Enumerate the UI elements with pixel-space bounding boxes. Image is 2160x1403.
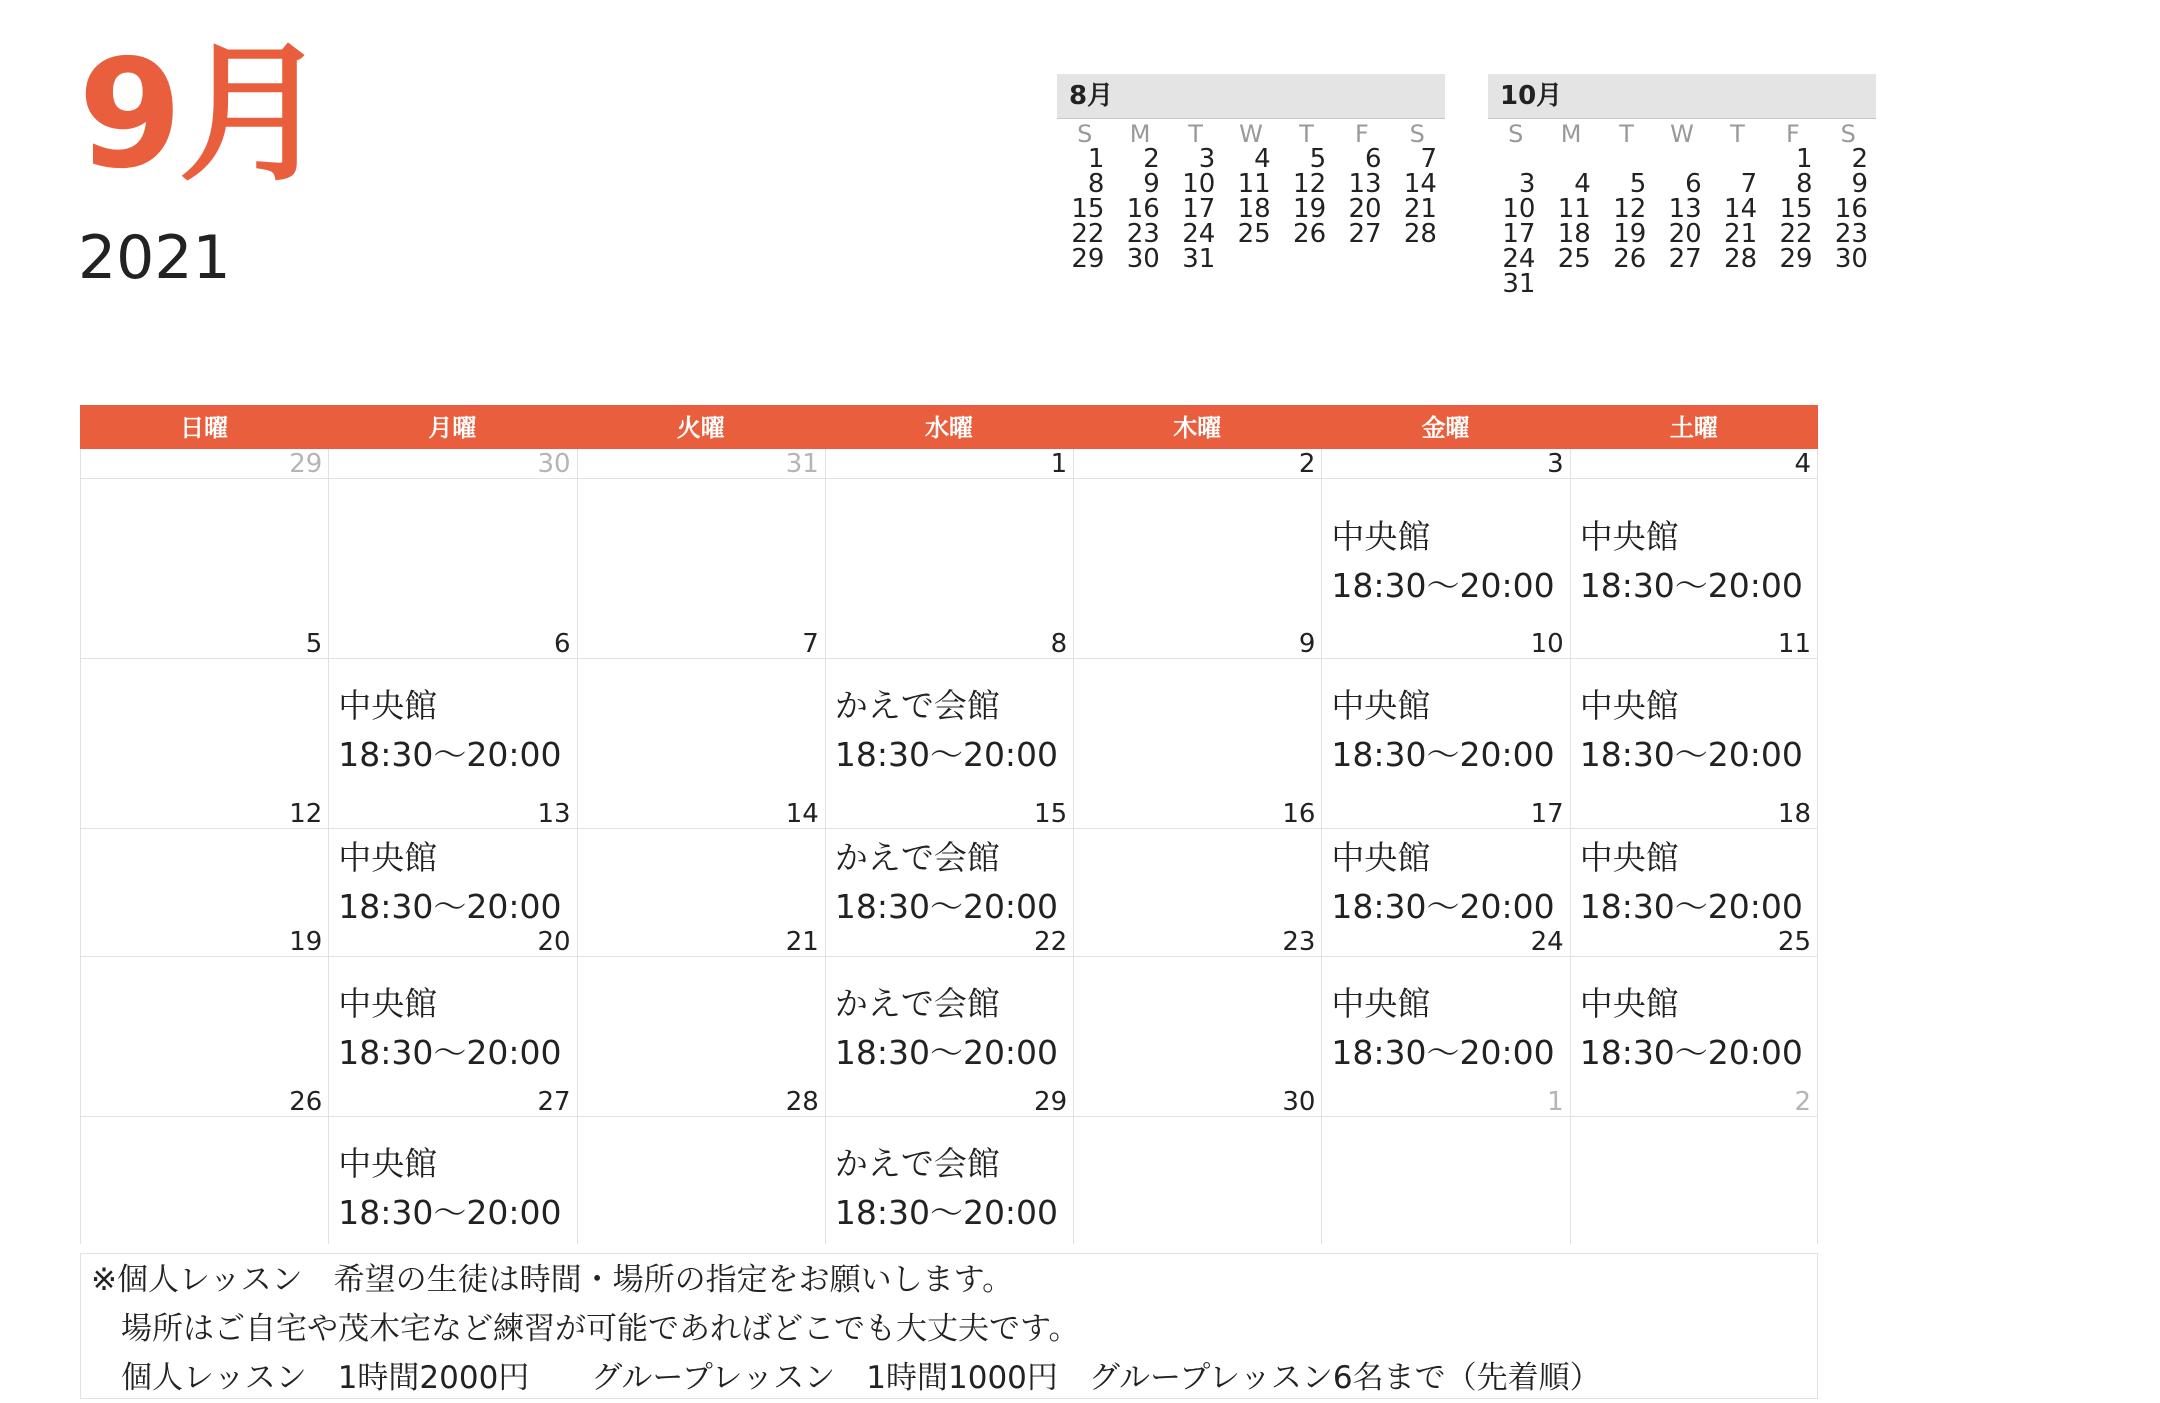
mini-calendar-august xyxy=(1057,74,1445,272)
lesson-event[interactable] xyxy=(1571,479,1817,610)
event-location: かえで会館 xyxy=(834,1144,1000,1183)
event-location: 中央館 xyxy=(1331,686,1431,725)
day-cell[interactable] xyxy=(825,799,1073,931)
mini-weekday-label: S xyxy=(1077,120,1093,148)
event-location: かえで会館 xyxy=(834,686,1000,725)
lesson-event[interactable] xyxy=(329,957,576,1077)
day-number: 26 xyxy=(81,1087,328,1117)
mini-day: 12 xyxy=(1613,194,1647,224)
weekday-label: 月曜 xyxy=(428,414,477,442)
event-location: 中央館 xyxy=(1331,984,1431,1023)
day-number: 15 xyxy=(826,799,1073,829)
day-cell[interactable] xyxy=(825,629,1073,799)
mini-day: 30 xyxy=(1834,244,1868,274)
mini-day: 31 xyxy=(1182,244,1216,274)
mini-day: 21 xyxy=(1403,194,1437,224)
lesson-event[interactable] xyxy=(826,659,1073,779)
day-number: 8 xyxy=(826,629,1073,659)
mini-day: 24 xyxy=(1502,244,1536,274)
mini-day: 14 xyxy=(1403,169,1437,199)
note-line: 場所はご自宅や茂木宅など練習が可能であればどこでも大丈夫です。 xyxy=(121,1311,1080,1347)
event-time: 18:30〜20:00 xyxy=(834,1193,1059,1232)
mini-calendar-title: 10月 xyxy=(1488,74,1876,119)
day-cell[interactable] xyxy=(80,449,328,629)
lesson-note xyxy=(80,1253,1818,1399)
mini-day: 9 xyxy=(1143,169,1160,199)
mini-day: 6 xyxy=(1365,144,1382,174)
mini-calendar-grid xyxy=(1488,119,1876,297)
mini-day xyxy=(1223,247,1278,272)
mini-day: 18 xyxy=(1237,194,1271,224)
mini-day: 28 xyxy=(1724,244,1758,274)
lesson-event[interactable] xyxy=(329,659,576,779)
mini-day: 18 xyxy=(1557,219,1591,249)
day-number: 3 xyxy=(1322,449,1569,479)
day-cell[interactable] xyxy=(1570,1087,1818,1244)
event-location: 中央館 xyxy=(338,686,438,725)
week-row xyxy=(80,449,1818,629)
day-cell[interactable] xyxy=(1321,449,1569,629)
mini-weekday-label: T xyxy=(1619,120,1634,148)
mini-day: 8 xyxy=(1796,169,1813,199)
mini-day xyxy=(1765,272,1820,297)
weekday-label: 火曜 xyxy=(676,414,725,442)
event-time: 18:30〜20:00 xyxy=(1579,735,1803,774)
mini-day: 9 xyxy=(1851,169,1868,199)
note-line: 個人レッスン 1時間2000円 グループレッスン 1時間1000円 グループレッスン6名まで（先着順） xyxy=(121,1360,1601,1396)
day-number: 21 xyxy=(578,927,825,957)
event-location: 中央館 xyxy=(338,838,438,877)
day-cell[interactable] xyxy=(1570,449,1818,629)
mini-day: 17 xyxy=(1502,219,1536,249)
day-number: 30 xyxy=(1074,1087,1321,1117)
day-cell[interactable] xyxy=(825,927,1073,1087)
mini-day: 1 xyxy=(1796,144,1813,174)
event-location: 中央館 xyxy=(1331,838,1431,877)
event-time: 18:30〜20:00 xyxy=(1579,887,1803,926)
mini-day xyxy=(1710,272,1765,297)
day-cell[interactable] xyxy=(577,799,825,931)
mini-day: 11 xyxy=(1557,194,1591,224)
mini-day: 25 xyxy=(1557,244,1591,274)
day-cell[interactable] xyxy=(1570,799,1818,931)
event-time: 18:30〜20:00 xyxy=(834,1033,1059,1072)
mini-day: 5 xyxy=(1629,169,1647,199)
event-time: 18:30〜20:00 xyxy=(338,887,562,926)
day-number: 4 xyxy=(1571,449,1817,479)
mini-day: 30 xyxy=(1126,244,1160,274)
day-number: 31 xyxy=(578,449,825,479)
event-location: かえで会館 xyxy=(834,838,1000,877)
day-number: 20 xyxy=(329,927,576,957)
mini-day xyxy=(1279,247,1334,272)
event-location: 中央館 xyxy=(1579,517,1679,556)
mini-day xyxy=(1543,272,1598,297)
mini-day xyxy=(1599,272,1654,297)
mini-weekday-label: T xyxy=(1730,120,1745,148)
mini-day xyxy=(1654,272,1709,297)
mini-weekday-label: W xyxy=(1670,120,1694,148)
mini-day: 2 xyxy=(1851,144,1868,174)
weekday-label: 日曜 xyxy=(180,414,229,442)
day-cell[interactable] xyxy=(328,799,576,931)
day-number: 16 xyxy=(1074,799,1321,829)
mini-weekday-label: T xyxy=(1188,120,1203,148)
day-cell[interactable] xyxy=(1073,1087,1321,1244)
mini-day: 19 xyxy=(1613,219,1647,249)
mini-day: 5 xyxy=(1309,144,1327,174)
mini-weekday-label: F xyxy=(1785,120,1800,148)
mini-weekday-label: S xyxy=(1840,120,1856,148)
mini-weekday-label: T xyxy=(1299,120,1314,148)
day-number: 25 xyxy=(1571,927,1817,957)
weekday-label: 土曜 xyxy=(1669,414,1718,442)
day-cell[interactable] xyxy=(1073,799,1321,931)
day-number: 12 xyxy=(81,799,328,829)
mini-calendar-title: 8月 xyxy=(1057,74,1445,119)
mini-calendar-grid xyxy=(1057,119,1445,272)
mini-day: 12 xyxy=(1293,169,1327,199)
lesson-event[interactable] xyxy=(826,829,1073,931)
day-cell[interactable] xyxy=(1321,629,1569,799)
mini-day: 31 xyxy=(1502,269,1536,299)
mini-day: 23 xyxy=(1834,219,1868,249)
day-number: 27 xyxy=(329,1087,576,1117)
mini-day: 17 xyxy=(1182,194,1216,224)
event-time: 18:30〜20:00 xyxy=(1579,566,1803,605)
mini-day xyxy=(1334,247,1389,272)
mini-day: 11 xyxy=(1237,169,1271,199)
day-cell[interactable] xyxy=(328,927,576,1087)
day-number: 17 xyxy=(1322,799,1569,829)
day-number: 22 xyxy=(826,927,1073,957)
day-cell[interactable] xyxy=(1073,449,1321,629)
week-row xyxy=(80,1087,1818,1244)
day-number: 24 xyxy=(1322,927,1569,957)
mini-day: 8 xyxy=(1087,169,1105,199)
lesson-event[interactable] xyxy=(1571,829,1817,931)
mini-day: 16 xyxy=(1126,194,1160,224)
lesson-event[interactable] xyxy=(1322,957,1569,1077)
day-number: 2 xyxy=(1074,449,1321,479)
day-number: 6 xyxy=(329,629,576,659)
day-number: 1 xyxy=(1322,1087,1569,1117)
day-number: 2 xyxy=(1571,1087,1817,1117)
lesson-event[interactable] xyxy=(826,957,1073,1077)
weekday-label: 水曜 xyxy=(924,414,973,442)
lesson-event[interactable] xyxy=(1571,659,1817,779)
mini-day: 13 xyxy=(1348,169,1382,199)
day-cell[interactable] xyxy=(1570,629,1818,799)
day-cell[interactable] xyxy=(328,1087,576,1244)
day-cell[interactable] xyxy=(80,629,328,799)
mini-weekday-label: W xyxy=(1239,120,1263,148)
mini-day: 23 xyxy=(1126,219,1160,249)
day-number: 29 xyxy=(826,1087,1073,1117)
mini-day xyxy=(1488,147,1543,172)
event-location: 中央館 xyxy=(1579,838,1679,877)
day-cell[interactable] xyxy=(328,629,576,799)
day-number: 19 xyxy=(81,927,328,957)
mini-day: 29 xyxy=(1779,244,1813,274)
weekday-label: 金曜 xyxy=(1421,414,1470,442)
mini-weekday-label: M xyxy=(1129,120,1151,148)
mini-day: 15 xyxy=(1071,194,1105,224)
event-time: 18:30〜20:00 xyxy=(1331,887,1555,926)
mini-weekday-label: S xyxy=(1409,120,1425,148)
mini-day: 1 xyxy=(1087,144,1105,174)
day-cell[interactable] xyxy=(825,1087,1073,1244)
mini-day: 27 xyxy=(1668,244,1702,274)
lesson-event[interactable] xyxy=(329,1117,576,1237)
weekday-header xyxy=(80,405,1818,449)
week-row xyxy=(80,927,1818,1087)
weekday-label: 木曜 xyxy=(1173,414,1222,442)
mini-day: 20 xyxy=(1668,219,1702,249)
month-title: 9月 xyxy=(78,28,325,202)
mini-day: 22 xyxy=(1779,219,1813,249)
day-number: 30 xyxy=(329,449,576,479)
day-cell[interactable] xyxy=(1321,927,1569,1087)
mini-day: 19 xyxy=(1293,194,1327,224)
event-location: 中央館 xyxy=(1579,984,1679,1023)
event-time: 18:30〜20:00 xyxy=(1579,1033,1803,1072)
mini-weekday-label: S xyxy=(1508,120,1524,148)
lesson-event[interactable] xyxy=(1322,479,1569,610)
day-number: 28 xyxy=(578,1087,825,1117)
day-number: 5 xyxy=(81,629,328,659)
mini-day: 20 xyxy=(1348,194,1382,224)
mini-day: 7 xyxy=(1740,169,1758,199)
mini-day: 26 xyxy=(1613,244,1647,274)
event-location: かえで会館 xyxy=(834,984,1000,1023)
event-location: 中央館 xyxy=(338,1144,438,1183)
day-cell[interactable] xyxy=(328,449,576,629)
month-calendar xyxy=(80,405,1818,1244)
lesson-event[interactable] xyxy=(1322,659,1569,779)
note-line: ※個人レッスン 希望の生徒は時間・場所の指定をお願いします。 xyxy=(91,1262,1014,1298)
mini-day: 25 xyxy=(1237,219,1271,249)
lesson-event[interactable] xyxy=(1322,829,1569,931)
mini-day: 29 xyxy=(1071,244,1105,274)
day-number: 13 xyxy=(329,799,576,829)
event-time: 18:30〜20:00 xyxy=(1331,566,1555,605)
calendar-weeks xyxy=(80,449,1818,1244)
mini-day: 10 xyxy=(1182,169,1216,199)
event-location: 中央館 xyxy=(338,984,438,1023)
day-cell[interactable] xyxy=(577,927,825,1087)
mini-day: 10 xyxy=(1502,194,1536,224)
day-cell[interactable] xyxy=(577,449,825,629)
event-time: 18:30〜20:00 xyxy=(834,887,1059,926)
day-cell[interactable] xyxy=(80,799,328,931)
event-location: 中央館 xyxy=(1331,517,1431,556)
lesson-event[interactable] xyxy=(329,829,576,931)
day-number: 1 xyxy=(826,449,1073,479)
day-cell[interactable] xyxy=(1321,799,1569,931)
day-cell[interactable] xyxy=(1073,927,1321,1087)
day-number: 9 xyxy=(1074,629,1321,659)
mini-day: 27 xyxy=(1348,219,1382,249)
event-time: 18:30〜20:00 xyxy=(338,1193,562,1232)
event-time: 18:30〜20:00 xyxy=(834,735,1059,774)
day-cell[interactable] xyxy=(80,927,328,1087)
day-cell[interactable] xyxy=(825,449,1073,629)
mini-day: 21 xyxy=(1724,219,1758,249)
mini-weekday-label: M xyxy=(1560,120,1582,148)
day-cell[interactable] xyxy=(1321,1087,1569,1244)
year-title: 2021 xyxy=(78,223,231,293)
mini-day: 28 xyxy=(1403,219,1437,249)
day-number: 14 xyxy=(578,799,825,829)
day-cell[interactable] xyxy=(577,629,825,799)
event-time: 18:30〜20:00 xyxy=(1331,1033,1555,1072)
mini-day xyxy=(1390,247,1445,272)
lesson-event[interactable] xyxy=(826,1117,1073,1237)
event-time: 18:30〜20:00 xyxy=(338,1033,562,1072)
mini-day: 14 xyxy=(1724,194,1758,224)
lesson-event[interactable] xyxy=(1571,957,1817,1077)
mini-calendar-october xyxy=(1488,74,1876,297)
mini-day: 13 xyxy=(1668,194,1702,224)
day-number: 18 xyxy=(1571,799,1817,829)
mini-day: 3 xyxy=(1198,144,1216,174)
event-location: 中央館 xyxy=(1579,686,1679,725)
mini-day: 2 xyxy=(1143,144,1160,174)
week-row xyxy=(80,799,1818,927)
day-number: 29 xyxy=(81,449,328,479)
event-time: 18:30〜20:00 xyxy=(1331,735,1555,774)
mini-day: 24 xyxy=(1182,219,1216,249)
day-number: 11 xyxy=(1571,629,1817,659)
day-cell[interactable] xyxy=(1073,629,1321,799)
mini-day: 4 xyxy=(1254,144,1271,174)
mini-day: 3 xyxy=(1518,169,1536,199)
event-time: 18:30〜20:00 xyxy=(338,735,562,774)
week-row xyxy=(80,629,1818,799)
mini-day: 22 xyxy=(1071,219,1105,249)
mini-day: 6 xyxy=(1685,169,1702,199)
day-number: 23 xyxy=(1074,927,1321,957)
mini-weekday-label: F xyxy=(1354,120,1369,148)
mini-day: 7 xyxy=(1420,144,1437,174)
mini-day: 4 xyxy=(1574,169,1591,199)
mini-day: 16 xyxy=(1834,194,1868,224)
mini-day xyxy=(1821,272,1876,297)
day-cell[interactable] xyxy=(1570,927,1818,1087)
mini-day: 26 xyxy=(1293,219,1327,249)
day-number: 7 xyxy=(578,629,825,659)
day-cell[interactable] xyxy=(80,1087,328,1244)
day-cell[interactable] xyxy=(577,1087,825,1244)
mini-day: 15 xyxy=(1779,194,1813,224)
day-number: 10 xyxy=(1322,629,1569,659)
